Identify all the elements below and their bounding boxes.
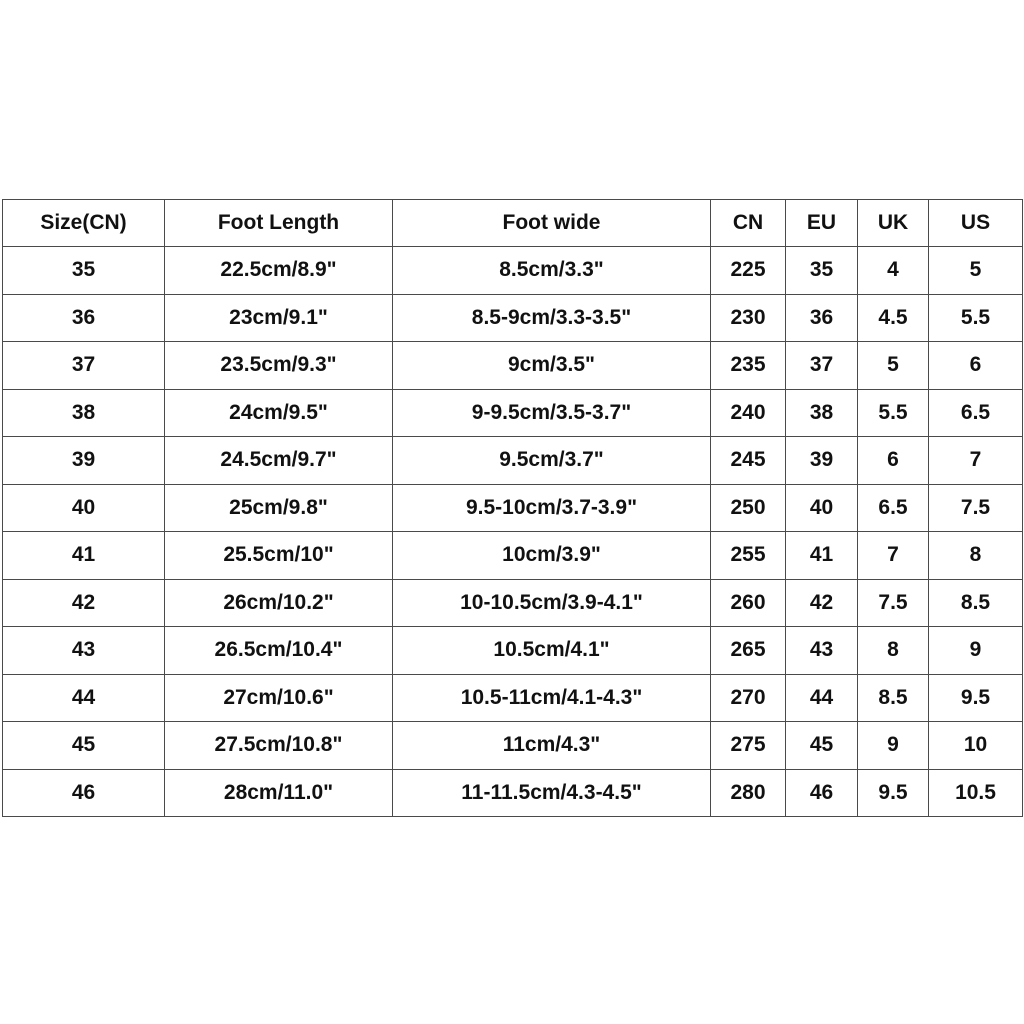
cell-foot-wide: 8.5-9cm/3.3-3.5": [393, 294, 711, 342]
cell-us: 8.5: [929, 579, 1023, 627]
cell-cn: 240: [711, 389, 786, 437]
cell-uk: 4.5: [858, 294, 929, 342]
cell-size-cn: 37: [3, 342, 165, 390]
cell-eu: 39: [786, 437, 858, 485]
cell-eu: 37: [786, 342, 858, 390]
cell-size-cn: 40: [3, 484, 165, 532]
cell-us: 10.5: [929, 769, 1023, 817]
cell-us: 8: [929, 532, 1023, 580]
cell-foot-wide: 11-11.5cm/4.3-4.5": [393, 769, 711, 817]
cell-cn: 225: [711, 247, 786, 295]
cell-uk: 8.5: [858, 674, 929, 722]
cell-us: 7: [929, 437, 1023, 485]
table-row: [3, 294, 1023, 342]
cell-uk: 9: [858, 722, 929, 770]
cell-foot-length: 23cm/9.1": [165, 294, 393, 342]
cell-foot-wide: 9.5-10cm/3.7-3.9": [393, 484, 711, 532]
table-row: [3, 579, 1023, 627]
table-row: [3, 389, 1023, 437]
cell-foot-length: 26.5cm/10.4": [165, 627, 393, 675]
cell-foot-wide: 10.5cm/4.1": [393, 627, 711, 675]
cell-us: 5.5: [929, 294, 1023, 342]
cell-uk: 4: [858, 247, 929, 295]
cell-eu: 46: [786, 769, 858, 817]
cell-cn: 245: [711, 437, 786, 485]
cell-size-cn: 45: [3, 722, 165, 770]
table-row: [3, 627, 1023, 675]
cell-foot-length: 22.5cm/8.9": [165, 247, 393, 295]
cell-eu: 43: [786, 627, 858, 675]
cell-size-cn: 35: [3, 247, 165, 295]
cell-foot-length: 27.5cm/10.8": [165, 722, 393, 770]
cell-foot-length: 24cm/9.5": [165, 389, 393, 437]
size-chart-table: [2, 199, 1023, 817]
table-row: [3, 484, 1023, 532]
cell-uk: 9.5: [858, 769, 929, 817]
cell-foot-length: 25cm/9.8": [165, 484, 393, 532]
cell-eu: 45: [786, 722, 858, 770]
header-row: [3, 200, 1023, 247]
cell-cn: 260: [711, 579, 786, 627]
table-body: [3, 247, 1023, 817]
cell-us: 6.5: [929, 389, 1023, 437]
cell-uk: 8: [858, 627, 929, 675]
cell-cn: 280: [711, 769, 786, 817]
table-row: [3, 247, 1023, 295]
cell-us: 10: [929, 722, 1023, 770]
cell-foot-wide: 10cm/3.9": [393, 532, 711, 580]
cell-uk: 7: [858, 532, 929, 580]
cell-us: 9.5: [929, 674, 1023, 722]
cell-foot-length: 24.5cm/9.7": [165, 437, 393, 485]
cell-foot-length: 28cm/11.0": [165, 769, 393, 817]
table-row: [3, 674, 1023, 722]
cell-foot-wide: 9cm/3.5": [393, 342, 711, 390]
cell-foot-length: 26cm/10.2": [165, 579, 393, 627]
cell-cn: 250: [711, 484, 786, 532]
cell-foot-wide: 9-9.5cm/3.5-3.7": [393, 389, 711, 437]
cell-us: 5: [929, 247, 1023, 295]
cell-cn: 230: [711, 294, 786, 342]
header-uk: UK: [858, 200, 929, 247]
table-row: [3, 342, 1023, 390]
cell-eu: 42: [786, 579, 858, 627]
header-size-cn: Size(CN): [3, 200, 165, 247]
cell-foot-wide: 11cm/4.3": [393, 722, 711, 770]
cell-cn: 275: [711, 722, 786, 770]
cell-size-cn: 39: [3, 437, 165, 485]
cell-size-cn: 43: [3, 627, 165, 675]
cell-eu: 41: [786, 532, 858, 580]
table-row: [3, 437, 1023, 485]
header-foot-length: Foot Length: [165, 200, 393, 247]
cell-size-cn: 41: [3, 532, 165, 580]
cell-eu: 36: [786, 294, 858, 342]
cell-foot-wide: 10.5-11cm/4.1-4.3": [393, 674, 711, 722]
cell-size-cn: 46: [3, 769, 165, 817]
header-us: US: [929, 200, 1023, 247]
cell-uk: 7.5: [858, 579, 929, 627]
cell-uk: 6.5: [858, 484, 929, 532]
cell-foot-wide: 8.5cm/3.3": [393, 247, 711, 295]
cell-uk: 5: [858, 342, 929, 390]
cell-foot-length: 25.5cm/10": [165, 532, 393, 580]
cell-us: 7.5: [929, 484, 1023, 532]
cell-eu: 40: [786, 484, 858, 532]
cell-us: 6: [929, 342, 1023, 390]
cell-us: 9: [929, 627, 1023, 675]
header-cn: CN: [711, 200, 786, 247]
table-row: [3, 532, 1023, 580]
cell-size-cn: 42: [3, 579, 165, 627]
cell-size-cn: 36: [3, 294, 165, 342]
cell-cn: 255: [711, 532, 786, 580]
cell-size-cn: 38: [3, 389, 165, 437]
cell-uk: 6: [858, 437, 929, 485]
cell-eu: 44: [786, 674, 858, 722]
cell-foot-wide: 9.5cm/3.7": [393, 437, 711, 485]
cell-uk: 5.5: [858, 389, 929, 437]
table-row: [3, 722, 1023, 770]
cell-cn: 235: [711, 342, 786, 390]
cell-eu: 38: [786, 389, 858, 437]
cell-cn: 270: [711, 674, 786, 722]
header-foot-wide: Foot wide: [393, 200, 711, 247]
cell-foot-wide: 10-10.5cm/3.9-4.1": [393, 579, 711, 627]
cell-cn: 265: [711, 627, 786, 675]
table-row: [3, 769, 1023, 817]
header-eu: EU: [786, 200, 858, 247]
cell-foot-length: 27cm/10.6": [165, 674, 393, 722]
cell-size-cn: 44: [3, 674, 165, 722]
cell-foot-length: 23.5cm/9.3": [165, 342, 393, 390]
cell-eu: 35: [786, 247, 858, 295]
